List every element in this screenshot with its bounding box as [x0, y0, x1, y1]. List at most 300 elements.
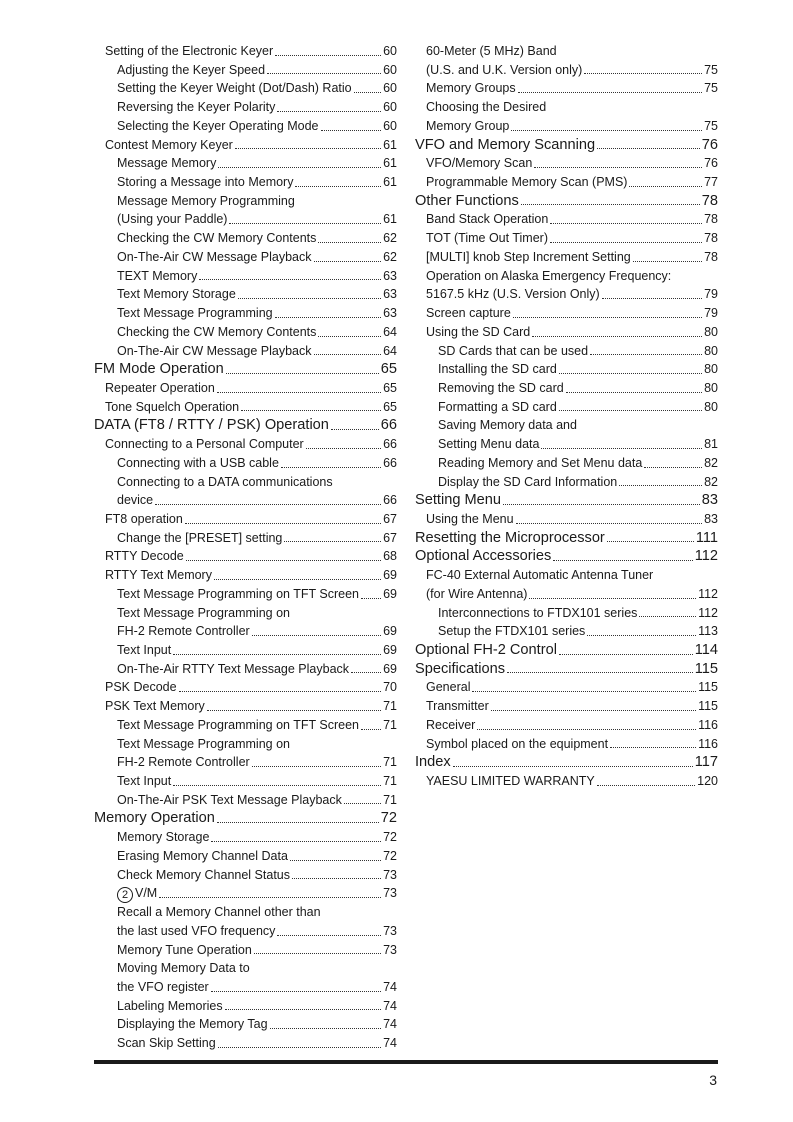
toc-entry-title: Erasing Memory Channel Data — [117, 848, 288, 863]
toc-entry[interactable] — [415, 416, 718, 435]
toc-entry[interactable] — [94, 697, 397, 716]
toc-entry-page: 68 — [383, 549, 397, 564]
dot-leader — [284, 541, 381, 542]
dot-leader — [590, 354, 702, 355]
dot-leader — [453, 766, 693, 767]
toc-entry[interactable] — [94, 566, 397, 585]
toc-entry-title: VFO and Memory Scanning — [415, 136, 596, 153]
toc-entry-title: Optional FH-2 Control — [415, 642, 557, 658]
toc-entry-title: Removing the SD card — [438, 380, 564, 395]
toc-entry[interactable] — [94, 791, 397, 810]
toc-entry[interactable] — [94, 323, 397, 342]
toc-entry-title: 60-Meter (5 MHz) Band — [426, 44, 557, 58]
toc-entry-page: 74 — [383, 1017, 397, 1032]
toc-entry[interactable] — [415, 641, 718, 660]
toc-entry-page: 71 — [383, 792, 397, 807]
toc-entry-page: 66 — [383, 455, 397, 470]
dot-leader — [507, 672, 693, 673]
toc-entry-title: FH-2 Remote Controller — [117, 624, 250, 639]
toc-entry-page: 60 — [383, 81, 397, 96]
toc-entry[interactable] — [94, 716, 397, 735]
toc-entry[interactable] — [94, 585, 397, 604]
toc-entry-title: General — [426, 680, 471, 695]
dot-leader — [541, 448, 702, 449]
toc-entry[interactable] — [415, 454, 718, 473]
toc-entry-title: the last used VFO frequency — [117, 923, 276, 938]
toc-entry[interactable] — [94, 1034, 397, 1053]
toc-entry[interactable] — [94, 173, 397, 192]
toc-entry[interactable] — [94, 997, 397, 1016]
toc-entry[interactable] — [94, 753, 397, 772]
toc-entry-title: Change the [PRESET] setting — [117, 530, 283, 545]
footer-rule — [94, 1060, 718, 1064]
toc-entry-page: 76 — [701, 136, 718, 153]
toc-entry-page: 63 — [383, 287, 397, 302]
toc-entry-title: V/M — [135, 886, 158, 901]
toc-entry-page: 117 — [694, 754, 718, 771]
toc-entry-page: 66 — [383, 493, 397, 508]
toc-entry[interactable] — [94, 98, 397, 117]
dot-leader — [644, 467, 702, 468]
toc-entry[interactable] — [94, 342, 397, 361]
dot-leader — [277, 111, 381, 112]
dot-leader — [597, 785, 695, 786]
toc-entry-page: 63 — [383, 268, 397, 283]
dot-leader — [314, 354, 382, 355]
dot-leader — [214, 579, 381, 580]
toc-entry-page: 61 — [383, 212, 397, 227]
toc-entry[interactable] — [415, 697, 718, 716]
toc-entry-title: Text Message Programming on TFT Screen — [117, 586, 359, 601]
toc-entry-page: 113 — [698, 624, 718, 639]
toc-entry-page: 65 — [383, 380, 397, 395]
toc-entry-title: device — [117, 493, 154, 508]
toc-entry[interactable] — [94, 941, 397, 960]
dot-leader — [518, 92, 702, 93]
toc-entry-title: Connecting to a Personal Computer — [105, 437, 304, 452]
dot-leader — [217, 822, 379, 823]
toc-entry-page: 67 — [383, 530, 397, 545]
toc-entry-page: 112 — [698, 586, 718, 601]
dot-leader — [281, 467, 381, 468]
toc-entry-page: 62 — [383, 249, 397, 264]
dot-leader — [513, 317, 702, 318]
toc-entry[interactable] — [94, 828, 397, 847]
toc-entry-page: 60 — [383, 118, 397, 133]
dot-leader — [211, 841, 381, 842]
toc-entry-title: Formatting a SD card — [438, 399, 557, 414]
toc-entry-title: Receiver — [426, 717, 476, 732]
toc-entry[interactable] — [94, 866, 397, 885]
dot-leader — [229, 223, 381, 224]
toc-entry-title: Setup the FTDX101 series — [438, 624, 586, 639]
toc-entry[interactable] — [415, 98, 718, 117]
toc-entry-page: 115 — [698, 680, 718, 695]
dot-leader — [633, 261, 702, 262]
dot-leader — [318, 242, 381, 243]
toc-entry[interactable] — [94, 922, 397, 941]
dot-leader — [186, 560, 381, 561]
dot-leader — [155, 504, 381, 505]
toc-entry-title: YAESU LIMITED WARRANTY — [426, 774, 595, 789]
toc-entry-page: 82 — [704, 474, 718, 489]
toc-entry[interactable] — [415, 210, 718, 229]
toc-entry[interactable] — [415, 547, 718, 566]
dot-leader — [550, 223, 702, 224]
toc-entry-title: Displaying the Memory Tag — [117, 1017, 268, 1032]
toc-entry[interactable] — [94, 360, 397, 379]
toc-entry-title: Selecting the Keyer Operating Mode — [117, 118, 319, 133]
toc-entry-title: Recall a Memory Channel other than — [117, 905, 321, 920]
toc-entry-page: 112 — [698, 605, 718, 620]
toc-entry-title: Checking the CW Memory Contents — [117, 231, 317, 246]
toc-entry-page: 115 — [694, 660, 718, 677]
toc-entry[interactable] — [94, 379, 397, 398]
toc-entry-title: Text Memory Storage — [117, 287, 236, 302]
toc-entry-page: 69 — [383, 661, 397, 676]
dot-leader — [225, 1009, 381, 1010]
toc-entry-page: 72 — [380, 810, 397, 827]
toc-entry-page: 80 — [704, 380, 718, 395]
toc-entry-page: 78 — [701, 192, 718, 209]
toc-entry[interactable] — [415, 473, 718, 492]
toc-entry-title: Memory Group — [426, 118, 510, 133]
toc-entry[interactable] — [415, 285, 718, 304]
toc-entry-page: 61 — [383, 137, 397, 152]
toc-entry-title: FM Mode Operation — [94, 361, 224, 378]
toc-entry-page: 69 — [383, 643, 397, 657]
toc-entry-page: 80 — [704, 399, 718, 414]
dot-leader — [639, 616, 696, 617]
toc-entry[interactable] — [415, 772, 718, 791]
toc-entry-title: Installing the SD card — [438, 362, 557, 377]
toc-entry[interactable] — [94, 416, 397, 435]
toc-entry[interactable] — [94, 903, 397, 922]
dot-leader — [254, 953, 381, 954]
toc-entry-title: Checking the CW Memory Contents — [117, 324, 317, 339]
toc-entry[interactable] — [94, 248, 397, 267]
toc-entry-title: Message Memory — [117, 156, 217, 171]
toc-entry-title: Band Stack Operation — [426, 212, 549, 227]
toc-entry-page: 60 — [383, 44, 397, 58]
toc-entry[interactable] — [94, 547, 397, 566]
toc-entry[interactable] — [94, 678, 397, 697]
dot-leader — [314, 261, 382, 262]
dot-leader — [529, 598, 696, 599]
dot-leader — [550, 242, 702, 243]
toc-entry-title: RTTY Text Memory — [105, 568, 212, 583]
toc-entry-page: 64 — [383, 343, 397, 358]
toc-entry[interactable] — [94, 117, 397, 136]
toc-entry[interactable] — [415, 42, 718, 61]
toc-entry-title: Using the SD Card — [426, 324, 531, 339]
toc-entry[interactable] — [415, 61, 718, 80]
toc-entry[interactable] — [94, 809, 397, 828]
toc-entry-page: 67 — [383, 511, 397, 526]
toc-entry[interactable] — [94, 529, 397, 548]
dot-leader — [491, 710, 696, 711]
dot-leader — [292, 878, 381, 879]
toc-entry-title: FH-2 Remote Controller — [117, 755, 250, 770]
toc-entry-title: FT8 operation — [105, 511, 183, 526]
toc-entry-page: 72 — [383, 848, 397, 863]
toc-entry-title: On-The-Air CW Message Playback — [117, 343, 312, 358]
toc-entry[interactable] — [415, 360, 718, 379]
toc-entry-title: Interconnections to FTDX101 series — [438, 605, 638, 620]
toc-entry[interactable] — [94, 510, 397, 529]
toc-entry-page: 116 — [698, 717, 718, 732]
toc-entry-page: 112 — [694, 548, 718, 565]
toc-entry-title: Index — [415, 754, 451, 771]
toc-entry-title: Text Input — [117, 643, 172, 657]
toc-entry[interactable] — [94, 491, 397, 510]
toc-entry[interactable] — [94, 604, 397, 623]
toc-entry[interactable] — [415, 173, 718, 192]
toc-entry-title: Connecting to a DATA communications — [117, 474, 333, 489]
toc-entry-page: 71 — [383, 717, 397, 732]
toc-entry[interactable] — [415, 136, 718, 155]
dot-leader — [318, 336, 381, 337]
toc-entry-page: 69 — [383, 586, 397, 601]
dot-leader — [629, 186, 702, 187]
toc-entry[interactable] — [94, 847, 397, 866]
toc-left-column — [94, 42, 397, 1053]
toc-entry-title: Memory Groups — [426, 81, 516, 96]
toc-entry[interactable] — [415, 566, 718, 585]
toc-entry-title: DATA (FT8 / RTTY / PSK) Operation — [94, 417, 329, 434]
dot-leader — [559, 410, 702, 411]
toc-entry[interactable] — [415, 510, 718, 529]
toc-entry[interactable] — [94, 79, 397, 98]
toc-entry-page: 78 — [704, 231, 718, 246]
toc-entry[interactable] — [415, 716, 718, 735]
dot-leader — [211, 991, 381, 992]
dot-leader — [597, 148, 700, 149]
toc-entry[interactable] — [415, 660, 718, 679]
toc-entry-title: Check Memory Channel Status — [117, 867, 290, 882]
dot-leader — [477, 729, 696, 730]
toc-entry-title: PSK Text Memory — [105, 699, 205, 714]
dot-leader — [607, 541, 694, 542]
toc-entry-page: 111 — [695, 529, 718, 546]
toc-entry-page: 83 — [701, 492, 718, 509]
toc-entry[interactable] — [94, 660, 397, 679]
toc-entry[interactable] — [94, 398, 397, 417]
toc-entry-title: Reading Memory and Set Menu data — [438, 455, 643, 470]
dot-leader — [252, 635, 381, 636]
toc-entry-title: Connecting with a USB cable — [117, 455, 279, 470]
toc-entry-page: 71 — [383, 774, 397, 789]
toc-entry-page: 79 — [704, 287, 718, 302]
toc-entry[interactable] — [94, 154, 397, 173]
toc-entry-page: 63 — [383, 306, 397, 321]
toc-entry-page: 75 — [704, 81, 718, 96]
dot-leader — [179, 691, 382, 692]
toc-entry-page: 70 — [383, 680, 397, 695]
dot-leader — [354, 92, 381, 93]
toc-entry[interactable] — [94, 772, 397, 791]
toc-entry[interactable] — [415, 117, 718, 136]
toc-entry-page: 74 — [383, 998, 397, 1013]
toc-entry-title: On-The-Air PSK Text Message Playback — [117, 792, 342, 807]
toc-entry-title: [MULTI] knob Step Increment Setting — [426, 249, 631, 264]
toc-entry[interactable] — [415, 529, 718, 548]
toc-entry[interactable] — [94, 192, 397, 211]
dot-leader — [275, 317, 381, 318]
toc-entry-title: Setting the Keyer Weight (Dot/Dash) Ratio — [117, 81, 352, 96]
toc-entry-title: SD Cards that can be used — [438, 343, 589, 358]
dot-leader — [185, 523, 381, 524]
toc-entry[interactable] — [415, 622, 718, 641]
toc-entry-title: TOT (Time Out Timer) — [426, 231, 548, 246]
dot-leader — [290, 860, 381, 861]
circled-number-icon: 2 — [117, 887, 133, 903]
toc-entry[interactable] — [415, 435, 718, 454]
toc-entry-title: Other Functions — [415, 192, 519, 209]
toc-entry-page: 64 — [383, 324, 397, 339]
toc-entry-title: Memory Storage — [117, 830, 210, 845]
toc-entry[interactable] — [415, 192, 718, 211]
toc-entry-title: Message Memory Programming — [117, 193, 295, 208]
toc-entry[interactable] — [94, 735, 397, 754]
dot-leader — [344, 803, 381, 804]
toc-entry-title: Specifications — [415, 660, 506, 677]
toc-entry[interactable] — [415, 604, 718, 623]
toc-entry-page: 71 — [383, 699, 397, 714]
toc-entry-page: 60 — [383, 62, 397, 77]
toc-entry-page: 69 — [383, 568, 397, 583]
toc-entry[interactable] — [94, 454, 397, 473]
toc-entry[interactable] — [415, 735, 718, 754]
dot-leader — [361, 598, 381, 599]
toc-entry[interactable] — [94, 622, 397, 641]
toc-entry[interactable] — [415, 267, 718, 286]
dot-leader — [472, 691, 696, 692]
toc-entry[interactable] — [94, 435, 397, 454]
toc-entry-title: RTTY Decode — [105, 549, 184, 564]
toc-entry-page: 66 — [380, 417, 397, 434]
dot-leader — [241, 410, 381, 411]
dot-leader — [584, 73, 702, 74]
toc-entry-page: 75 — [704, 118, 718, 133]
toc-entry-title: Storing a Message into Memory — [117, 175, 294, 190]
toc-entry-page: 81 — [704, 437, 718, 452]
toc-entry-title: (U.S. and U.K. Version only) — [426, 62, 583, 77]
dot-leader — [217, 392, 381, 393]
toc-entry-title: Moving Memory Data to — [117, 961, 250, 976]
toc-entry-page: 69 — [383, 624, 397, 639]
toc-entry[interactable] — [94, 1015, 397, 1034]
toc-entry-page: 80 — [704, 343, 718, 358]
toc-entry-page: 80 — [704, 324, 718, 339]
dot-leader — [235, 148, 381, 149]
toc-entry-title: Display the SD Card Information — [438, 474, 618, 489]
toc-entry-page: 114 — [694, 642, 718, 658]
toc-entry[interactable] — [94, 61, 397, 80]
dot-leader — [275, 55, 381, 56]
toc-entry-page: 115 — [698, 699, 718, 714]
toc-entry[interactable] — [94, 641, 397, 660]
toc-entry-page: 62 — [383, 231, 397, 246]
dot-leader — [173, 654, 381, 655]
toc-entry-title: Setting Menu data — [438, 437, 540, 452]
toc-entry-title: Adjusting the Keyer Speed — [117, 62, 266, 77]
toc-entry-title: Setting of the Electronic Keyer — [105, 44, 274, 58]
toc-entry[interactable] — [415, 585, 718, 604]
toc-entry-page: 82 — [704, 455, 718, 470]
toc-entry[interactable] — [415, 491, 718, 510]
toc-entry[interactable] — [94, 884, 397, 903]
dot-leader — [159, 897, 381, 898]
toc-entry[interactable] — [415, 79, 718, 98]
toc-entry[interactable] — [94, 42, 397, 61]
toc-entry-title: Text Message Programming on — [117, 605, 290, 620]
toc-entry[interactable] — [94, 978, 397, 997]
toc-entry-page: 65 — [380, 361, 397, 378]
toc-entry[interactable] — [415, 304, 718, 323]
toc-entry-title: Text Message Programming — [117, 306, 273, 321]
toc-entry[interactable] — [415, 229, 718, 248]
toc-entry[interactable] — [415, 398, 718, 417]
dot-leader — [587, 635, 696, 636]
dot-leader — [559, 373, 702, 374]
toc-right-column — [415, 42, 718, 791]
toc-entry[interactable] — [415, 154, 718, 173]
toc-entry-page: 73 — [383, 923, 397, 938]
toc-entry[interactable] — [94, 304, 397, 323]
toc-entry-title: On-The-Air RTTY Text Message Playback — [117, 661, 350, 676]
toc-entry[interactable] — [94, 267, 397, 286]
toc-entry-page: 73 — [383, 867, 397, 882]
toc-entry-page: 66 — [383, 437, 397, 452]
dot-leader — [361, 729, 381, 730]
toc-entry-title: Repeater Operation — [105, 380, 215, 395]
toc-entry-title: Choosing the Desired — [426, 100, 547, 115]
toc-entry[interactable] — [94, 210, 397, 229]
dot-leader — [306, 448, 381, 449]
toc-entry[interactable] — [94, 229, 397, 248]
dot-leader — [295, 186, 381, 187]
dot-leader — [238, 298, 381, 299]
toc-entry[interactable] — [415, 248, 718, 267]
toc-entry-page: 120 — [697, 774, 718, 789]
toc-entry[interactable] — [415, 323, 718, 342]
toc-entry-title: Text Message Programming on TFT Screen — [117, 717, 359, 732]
toc-entry[interactable] — [94, 285, 397, 304]
toc-entry-page: 79 — [704, 306, 718, 321]
dot-leader — [351, 672, 381, 673]
toc-entry[interactable] — [415, 753, 718, 772]
toc-entry-page: 76 — [704, 156, 718, 171]
toc-entry[interactable] — [415, 678, 718, 697]
toc-entry-title: FC-40 External Automatic Antenna Tuner — [426, 568, 654, 583]
dot-leader — [619, 485, 702, 486]
dot-leader — [252, 766, 381, 767]
dot-leader — [559, 654, 693, 655]
page-number: 3 — [709, 1072, 717, 1088]
toc-entry[interactable] — [94, 959, 397, 978]
toc-entry-page: 71 — [383, 755, 397, 770]
toc-entry[interactable] — [94, 136, 397, 155]
toc-entry-title: PSK Decode — [105, 680, 177, 695]
toc-entry-title: (Using your Paddle) — [117, 212, 228, 227]
toc-entry-page: 73 — [383, 886, 397, 901]
toc-entry[interactable] — [415, 379, 718, 398]
toc-entry[interactable] — [94, 473, 397, 492]
toc-entry[interactable] — [415, 342, 718, 361]
toc-entry-title: (for Wire Antenna) — [426, 586, 528, 601]
toc-entry-page: 74 — [383, 1036, 397, 1051]
